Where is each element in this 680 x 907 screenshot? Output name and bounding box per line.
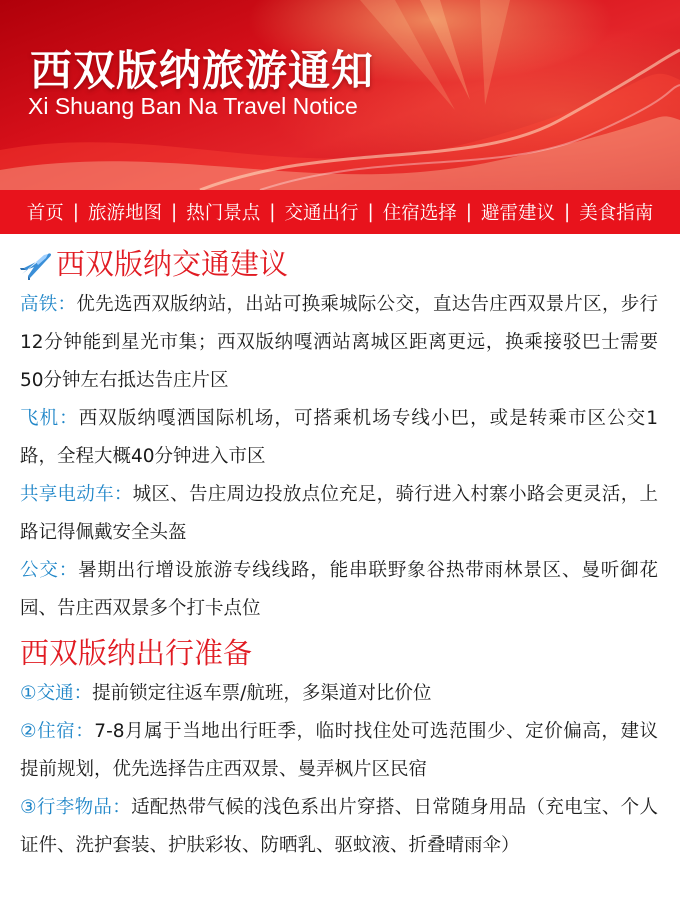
header-banner xyxy=(0,0,680,190)
main-content xyxy=(0,246,680,865)
page-subtitle: Xi Shuang Ban Na Travel Notice xyxy=(28,93,358,119)
item-label: 共享电动车： xyxy=(20,484,133,505)
nav-separator: | xyxy=(367,201,374,223)
prep-section xyxy=(20,636,658,865)
item-label: ③行李物品： xyxy=(20,796,132,818)
transport-item-ebike xyxy=(20,476,658,552)
nav-separator: | xyxy=(465,201,472,223)
nav-item-hot-spots[interactable]: 热门景点 xyxy=(186,203,261,224)
transport-section xyxy=(20,246,658,628)
nav-separator: | xyxy=(564,201,571,223)
nav-bar xyxy=(0,190,680,234)
nav-item-tips[interactable]: 避雷建议 xyxy=(480,203,555,224)
prep-item-lodging xyxy=(20,713,658,789)
nav-item-lodging[interactable]: 住宿选择 xyxy=(382,203,457,224)
transport-item-rail xyxy=(20,286,658,400)
item-label: 飞机： xyxy=(20,408,79,429)
prep-item-luggage xyxy=(20,789,658,865)
item-label: ①交通： xyxy=(20,682,93,704)
page-title: 西双版纳旅游通知 xyxy=(30,46,375,95)
item-label: ②住宿： xyxy=(20,720,95,742)
nav-item-travel-map[interactable]: 旅游地图 xyxy=(87,203,162,224)
item-text: 适配热带气候的浅色系出片穿搭、日常随身用品（充电宝、个人证件、洗护套装、护肤彩妆、防晒乳、驱蚊液、折叠晴雨伞） xyxy=(20,796,658,856)
prep-section-title xyxy=(20,636,658,671)
item-text: 优先选西双版纳站，出站可换乘城际公交，直达告庄西双景片区，步行12分钟能到星光市集；西双版纳嘎洒站离城区距离更远，换乘接驳巴士需要50分钟左右抵达告庄片区 xyxy=(20,294,658,391)
nav-item-food[interactable]: 美食指南 xyxy=(579,203,654,224)
item-text: 城区、告庄周边投放点位充足，骑行进入村寨小路会更灵活，上路记得佩戴安全头盔 xyxy=(20,484,658,543)
item-text: 西双版纳嘎洒国际机场，可搭乘机场专线小巴，或是转乘市区公交1路，全程大概40分钟进入市区 xyxy=(20,408,658,467)
item-label: 公交： xyxy=(20,560,79,581)
item-text: 提前锁定往返车票/航班，多渠道对比价位 xyxy=(92,682,432,704)
nav-separator: | xyxy=(171,201,178,223)
airplane-icon xyxy=(18,246,54,282)
item-label: 高铁： xyxy=(20,294,77,315)
prep-item-transport xyxy=(20,675,658,713)
nav-item-home[interactable]: 首页 xyxy=(26,203,64,224)
transport-section-title xyxy=(20,246,658,282)
nav-separator: | xyxy=(72,201,79,223)
transport-item-bus xyxy=(20,552,658,628)
prep-title-text: 西双版纳出行准备 xyxy=(20,636,253,670)
item-text: 7-8月属于当地出行旺季，临时找住处可选范围少、定价偏高，建议提前规划，优先选择告庄西双景、曼弄枫片区民宿 xyxy=(20,720,658,780)
transport-title-text: 西双版纳交通建议 xyxy=(56,246,289,281)
item-text: 暑期出行增设旅游专线线路，能串联野象谷热带雨林景区、曼听御花园、告庄西双景多个打卡点位 xyxy=(20,560,658,619)
nav-item-transport[interactable]: 交通出行 xyxy=(284,203,359,224)
nav-separator: | xyxy=(269,201,276,223)
transport-item-flight xyxy=(20,400,658,476)
